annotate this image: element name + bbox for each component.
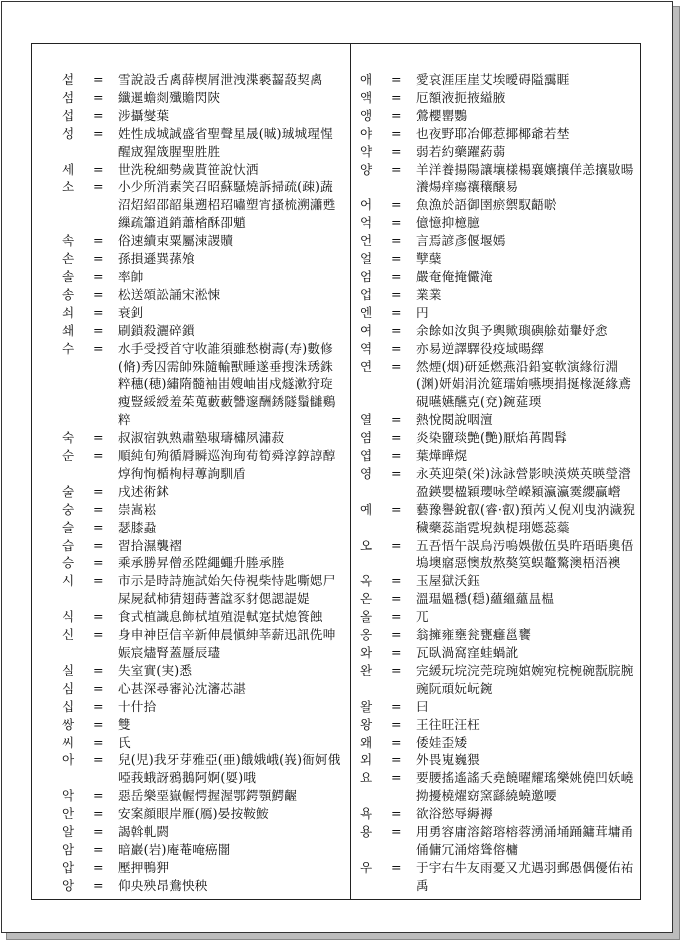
hanja-characters: 俗速續束粟屬涑謖贖 [118, 233, 234, 249]
hanja-characters: 羊洋養揚陽讓壤樣楊襄孃攘佯恙攘敭暘瀁煬痒瘍禳穰醸易 [416, 161, 634, 195]
hanja-entry [62, 286, 344, 304]
equals-sign: = [93, 716, 104, 732]
hanja-entry [62, 751, 344, 787]
equals-sign: = [93, 286, 104, 302]
hanja-entry [360, 501, 636, 537]
equals-sign: = [391, 716, 402, 732]
hanja-entry [360, 626, 636, 644]
hanja-entry [360, 196, 636, 214]
hanja-entry [360, 358, 636, 412]
hangul-syllable: 솔 [62, 268, 75, 284]
equals-sign: = [391, 465, 402, 481]
hanja-entry [62, 429, 344, 447]
equals-sign: = [391, 215, 402, 231]
hangul-syllable: 옹 [360, 627, 373, 643]
hanja-entry [360, 447, 636, 465]
hanja-characters: 小少所消素笑召昭蘇騷燒訴掃疏(疎)蔬沼炤紹邵韶巢遡柖玿嘯塑宵搔梳溯瀟甦繅疏簫逍銷蕭㮐酥卲魈 [118, 179, 336, 231]
hanja-characters: 倭娃歪矮 [416, 734, 468, 750]
hangul-syllable: 수 [62, 340, 75, 356]
hangul-syllable: 왕 [360, 716, 373, 732]
equals-sign: = [391, 573, 402, 589]
hanja-entry [62, 734, 344, 752]
hanja-characters: 孼蘖 [416, 251, 442, 267]
equals-sign: = [391, 107, 402, 123]
hangul-syllable: 예 [360, 501, 373, 517]
hanja-characters: 瓦臥渦窩窪蛙蝸訛 [416, 645, 519, 660]
hanja-entry [360, 143, 636, 161]
hangul-syllable: 세 [62, 161, 75, 177]
equals-sign: = [391, 430, 402, 446]
hanja-characters: 業業 [416, 286, 442, 302]
equals-sign: = [391, 537, 402, 553]
hanja-characters: 衰釗 [118, 304, 144, 320]
hangul-syllable: 압 [62, 859, 75, 875]
equals-sign: = [391, 734, 402, 750]
equals-sign: = [93, 72, 104, 87]
hanja-characters: 亦易逆譯驛役疫域暘繹 [416, 340, 544, 356]
hanja-entry [62, 608, 344, 626]
hangul-syllable: 순 [62, 448, 75, 464]
hangul-syllable: 욕 [360, 806, 373, 822]
hanja-entry [62, 554, 344, 572]
equals-sign: = [391, 233, 402, 249]
equals-sign: = [93, 179, 104, 195]
hanja-entry [360, 734, 636, 752]
equals-sign: = [93, 322, 104, 338]
equals-sign: = [93, 107, 104, 123]
hangul-syllable: 성 [62, 125, 75, 141]
hangul-syllable: 옥 [360, 573, 373, 589]
hanja-entry [360, 161, 636, 197]
hanja-characters: 惡岳樂堊嶽幄愕握渥鄂鍔顎鰐齷 [118, 788, 298, 804]
hanja-characters: 兒(児)我牙芽雅亞(亜)餓娥峨(峩)衙妸俄啞莪蛾訝鴉鵝阿婀(娿)哦 [118, 752, 341, 786]
hanja-characters: 雪說設舌禼薛楔屑泄洩渫褻齧蔎契禼 [118, 72, 323, 87]
hangul-syllable: 숭 [62, 501, 75, 517]
equals-sign: = [391, 197, 402, 213]
hangul-syllable: 습 [62, 537, 75, 553]
hangul-syllable: 온 [360, 591, 373, 607]
hanja-characters: 孫損遜巽蓀飧 [118, 251, 195, 267]
equals-sign: = [391, 698, 402, 714]
equals-sign: = [93, 841, 104, 857]
hanja-characters: 于宇右牛友雨憂又尤遇羽郵愚偶優佑祐禹 [416, 859, 634, 893]
equals-sign: = [93, 340, 104, 356]
equals-sign: = [93, 161, 104, 177]
equals-sign: = [391, 662, 402, 678]
equals-sign: = [93, 734, 104, 750]
hanja-characters: 乘承勝昇僧丞陞繩蠅升塍承塍 [118, 555, 285, 571]
hanja-entry [62, 304, 344, 322]
equals-sign: = [391, 358, 402, 374]
hangul-syllable: 숙 [62, 430, 75, 446]
equals-sign: = [391, 824, 402, 840]
hangul-syllable: 쇄 [62, 322, 75, 338]
hangul-syllable: 억 [360, 215, 373, 231]
hanja-entry [360, 268, 636, 286]
hanja-characters: 率帥 [118, 268, 144, 284]
hanja-characters: 雙 [118, 716, 131, 732]
hangul-syllable: 쇠 [62, 304, 75, 320]
hangul-syllable: 약 [360, 143, 373, 159]
hanja-entry [360, 232, 636, 250]
hangul-syllable: 우 [360, 859, 373, 875]
equals-sign: = [93, 788, 104, 804]
hanja-characters: 王往旺汪枉 [416, 716, 480, 732]
hangul-syllable: 와 [360, 645, 373, 660]
equals-sign: = [93, 537, 104, 553]
hanja-entry [360, 662, 636, 698]
hanja-entry [62, 340, 344, 430]
hanja-entry [62, 125, 344, 161]
hanja-entry [62, 89, 344, 107]
hangul-syllable: 야 [360, 125, 373, 141]
hanja-entry [62, 161, 344, 179]
hanja-characters: 炎染鹽琰艶(艷)厭焰苒閻髥 [416, 430, 567, 446]
hanja-entry [62, 232, 344, 250]
hanja-entry [62, 572, 344, 608]
hanja-characters: 曰 [416, 698, 429, 714]
equals-sign: = [391, 72, 402, 87]
hanja-entry [62, 787, 344, 805]
equals-sign: = [391, 645, 402, 660]
hangul-syllable: 열 [360, 412, 373, 428]
equals-sign: = [93, 627, 104, 643]
equals-sign: = [93, 877, 104, 893]
hangul-syllable: 양 [360, 161, 373, 177]
hanja-characters: 叔淑宿孰熟肅塾琡璹橚夙潚菽 [118, 430, 285, 446]
hangul-syllable: 섭 [62, 107, 75, 123]
hanja-characters: 纖暹蟾剡殲贍閃陝 [118, 89, 221, 105]
equals-sign: = [391, 412, 402, 428]
hanja-characters: 食式植識息飾栻埴殖湜軾寔拭熄篒蝕 [118, 609, 323, 625]
hanja-characters: 失室實(実)悉 [118, 662, 193, 678]
hangul-syllable: 알 [62, 824, 75, 840]
hanja-entry [360, 71, 636, 89]
hanja-entry [360, 411, 636, 429]
hanja-characters: 藝豫譽銳叡(睿·叡)預芮乂倪刈曳汭濊猊穢藥蕊詣霓堄埶㮛珝嫕蕊蘂 [416, 501, 636, 535]
hangul-syllable: 섬 [62, 89, 75, 105]
hangul-syllable: 엄 [360, 268, 373, 284]
hanja-entry [360, 769, 636, 805]
hanja-characters: 熱悅閱說咽澶 [416, 412, 493, 428]
equals-sign: = [391, 89, 402, 105]
hanja-entry [360, 716, 636, 734]
hanja-characters: 魚漁於語御圉瘀禦馭齬唹 [416, 197, 557, 213]
hangul-syllable: 얼 [360, 251, 373, 267]
hangul-syllable: 언 [360, 233, 373, 249]
hanja-entry [62, 680, 344, 698]
equals-sign: = [93, 501, 104, 517]
hanja-characters: 壓押鴨狎 [118, 859, 170, 875]
hanja-characters: 姓性成城誠盛省聖聲星晟(晠)珹城瑆惺醒宬猩筬腥聖胜胜 [118, 125, 333, 159]
equals-sign: = [391, 806, 402, 822]
hangul-syllable: 섵 [62, 72, 75, 87]
equals-sign: = [93, 859, 104, 875]
hanja-characters: 也夜野耶冶倻惹揶椰爺若埜 [416, 125, 570, 141]
equals-sign: = [391, 304, 402, 320]
hanja-entry [360, 429, 636, 447]
equals-sign: = [93, 125, 104, 141]
hanja-characters: 要腰搖遙謠夭堯饒曜耀瑤樂姚僥凹妖嶢拗擾橈燿窈窯繇繞蟯邀喓 [416, 770, 634, 804]
hangul-syllable: 업 [360, 286, 373, 302]
hangul-syllable: 속 [62, 233, 75, 249]
hanja-entry [62, 268, 344, 286]
hangul-syllable: 식 [62, 609, 75, 625]
hangul-syllable: 소 [62, 179, 75, 195]
equals-sign: = [93, 662, 104, 678]
hanja-characters: 刷鎖殺灑碎鎻 [118, 322, 195, 338]
hanja-characters: 厄額液扼掖縊腋 [416, 89, 506, 105]
equals-sign: = [391, 591, 402, 607]
hanja-characters: 円 [416, 304, 429, 320]
equals-sign: = [391, 752, 402, 768]
hangul-syllable: 외 [360, 752, 373, 768]
equals-sign: = [391, 448, 402, 464]
hangul-syllable: 슬 [62, 519, 75, 535]
hangul-syllable: 십 [62, 698, 75, 714]
equals-sign: = [93, 698, 104, 714]
hangul-syllable: 신 [62, 627, 75, 643]
hangul-syllable: 완 [360, 662, 373, 678]
hanja-characters: 涉攝燮葉 [118, 107, 170, 123]
equals-sign: = [93, 752, 104, 768]
hanja-characters: 弱若約藥躍葯蒻 [416, 143, 506, 159]
hanja-entry [360, 644, 636, 662]
hangul-syllable: 술 [62, 483, 75, 499]
hangul-syllable: 여 [360, 322, 373, 338]
hangul-syllable: 심 [62, 680, 75, 696]
equals-sign: = [93, 609, 104, 625]
hanja-entry [62, 841, 344, 859]
equals-sign: = [93, 304, 104, 320]
equals-sign: = [391, 251, 402, 267]
right-column [360, 71, 636, 895]
hanja-entry [360, 250, 636, 268]
hanja-entry [360, 859, 636, 895]
equals-sign: = [391, 125, 402, 141]
hanja-characters: 五吾悟午誤烏汚嗚娛傲伍吳旿珸晤奧俉塢墺窹惡懊敖熬獒筽蜈鼇驁澳梧浯襖 [416, 537, 634, 571]
hanja-entry [62, 823, 344, 841]
hanja-characters: 松送頌訟誦宋淞悚 [118, 286, 221, 302]
hanja-entry [62, 322, 344, 340]
hangul-syllable: 왈 [360, 698, 373, 714]
hangul-syllable: 역 [360, 340, 373, 356]
equals-sign: = [391, 859, 402, 875]
hanja-entry [360, 89, 636, 107]
column-divider [350, 44, 351, 899]
hanja-characters: 外畏嵬巍猥 [416, 752, 480, 768]
hanja-characters: 葉燁曄熀 [416, 448, 468, 464]
hanja-characters: 市示是時詩施試始矢侍視柴恃匙嘶媤尸屎屍弑柿猜翅蒔蓍諡豕豺偲諰諟媞 [118, 573, 336, 607]
equals-sign: = [391, 286, 402, 302]
hangul-syllable: 연 [360, 358, 373, 374]
hanja-characters: 世洗稅細勢歲貰笹說忕洒 [118, 161, 259, 177]
hanja-entry [360, 572, 636, 590]
hanja-entry [360, 698, 636, 716]
hangul-syllable: 안 [62, 806, 75, 822]
table-frame [31, 43, 641, 900]
hanja-entry [360, 805, 636, 823]
hanja-characters: 嚴奄俺掩儼淹 [416, 268, 493, 284]
hanja-characters: 謁斡軋閼 [118, 824, 170, 840]
hangul-syllable: 엔 [360, 304, 373, 320]
hanja-entry [360, 608, 636, 626]
equals-sign: = [93, 251, 104, 267]
hanja-entry [360, 286, 636, 304]
hanja-entry [360, 751, 636, 769]
document-page [1, 1, 673, 933]
hanja-entry [360, 125, 636, 143]
equals-sign: = [93, 519, 104, 535]
hanja-characters: 永英迎榮(栄)泳詠營影映渶煐英暎瑩瀯盈鍈嬰楹穎瓔咏塋嶸潁瀛瀛霙纓贏巆 [416, 465, 631, 499]
hanja-characters: 崇嵩崧 [118, 501, 157, 517]
equals-sign: = [93, 555, 104, 571]
equals-sign: = [391, 501, 402, 517]
hanja-characters: 安案顔眼岸雁(鴈)晏按鞍鮟 [118, 806, 269, 822]
hanja-characters: 順純旬殉循脣瞬巡洵珣荀筍舜淳錞諄醇焞徇恂楯栒桪蓴詢馴盾 [118, 448, 336, 481]
hanja-entry [360, 107, 636, 125]
equals-sign: = [391, 322, 402, 338]
hanja-characters: 瑟膝蝨 [118, 519, 157, 535]
hanja-characters: 水手受授首守收誰須雖愁樹壽(寿)數修(脩)秀囚需帥殊隨輸獸睡遂垂搜洙琇銖粹穗(穂)繡隋髓袖峀嫂岫峀戍燧漱狩琁瘦豎綏綬羞茱蒐藪藪讐邃酬銹隧鬚讎鷄粹 [118, 340, 336, 428]
hanja-characters: 完緩玩垸浣莞琓琬婠婉宛梡椀碗翫脘腕豌阮頑妧岏鋺 [416, 662, 634, 696]
hanja-characters: 言焉諺彥偃堰嫣 [416, 233, 506, 249]
equals-sign: = [93, 806, 104, 822]
hangul-syllable: 손 [62, 251, 75, 267]
hanja-entry [62, 71, 344, 89]
hangul-syllable: 왜 [360, 734, 373, 750]
hanja-entry [62, 483, 344, 501]
hanja-characters: 身申神臣信辛新伸晨愼紳莘薪迅訊侁呻娠宸燼腎蓋蜃辰璶 [118, 627, 336, 660]
hanja-characters: 用勇容庸溶鎔瑢榕蓉湧涌埇踊鏞茸墉甬俑傭冗涌熔聳傛槦 [416, 824, 634, 857]
equals-sign: = [93, 233, 104, 249]
hangul-syllable: 송 [62, 286, 75, 302]
hangul-syllable: 올 [360, 609, 373, 625]
hanja-entry [360, 340, 636, 358]
hangul-syllable: 시 [62, 573, 75, 589]
hanja-entry [360, 823, 636, 859]
equals-sign: = [93, 268, 104, 284]
hanja-characters: 十什拾 [118, 698, 157, 714]
hanja-entry [62, 805, 344, 823]
hanja-entry [360, 590, 636, 608]
hanja-characters: 暗巖(岩)庵菴唵癌闇 [118, 841, 231, 857]
equals-sign: = [391, 340, 402, 356]
hanja-characters: 心甚深尋審沁沈瀋芯諶 [118, 680, 246, 696]
hanja-characters: 習拾濕襲褶 [118, 537, 182, 553]
hangul-syllable: 실 [62, 662, 75, 678]
hanja-entry [360, 537, 636, 573]
hanja-characters: 玉屋獄沃鈺 [416, 573, 480, 589]
equals-sign: = [391, 268, 402, 284]
hangul-syllable: 엽 [360, 448, 373, 464]
hanja-characters: 億憶抑檍臆 [416, 215, 480, 231]
hanja-entry [62, 626, 344, 662]
hangul-syllable: 용 [360, 824, 373, 840]
hanja-characters: 兀 [416, 609, 429, 625]
equals-sign: = [391, 161, 402, 177]
equals-sign: = [391, 143, 402, 159]
hanja-characters: 戌述術鉥 [118, 483, 170, 499]
hangul-syllable: 액 [360, 89, 373, 105]
hanja-entry [62, 716, 344, 734]
hanja-entry [62, 537, 344, 555]
hanja-entry [62, 447, 344, 483]
hangul-syllable: 앙 [62, 877, 75, 893]
hanja-entry [360, 465, 636, 501]
hanja-entry [360, 304, 636, 322]
hanja-characters: 余餘如汝與予輿歟璵礖艅茹轝妤悆 [416, 322, 608, 338]
equals-sign: = [93, 824, 104, 840]
hangul-syllable: 영 [360, 465, 373, 481]
hangul-syllable: 앵 [360, 107, 373, 123]
hangul-syllable: 쌍 [62, 716, 75, 732]
hangul-syllable: 어 [360, 197, 373, 213]
hanja-entry [62, 178, 344, 232]
hanja-characters: 氏 [118, 734, 131, 750]
hangul-syllable: 씨 [62, 734, 75, 750]
hanja-entry [62, 662, 344, 680]
hanja-entry [360, 214, 636, 232]
left-column [62, 71, 344, 895]
hanja-entry [62, 107, 344, 125]
hanja-entry [360, 322, 636, 340]
hanja-characters: 仰央殃昂鴦怏秧 [118, 877, 208, 893]
equals-sign: = [391, 609, 402, 625]
hanja-entry [62, 877, 344, 895]
hanja-entry [62, 501, 344, 519]
equals-sign: = [391, 770, 402, 786]
hanja-characters: 溫瑥媼穩(穏)蘊縕蘊昷榅 [416, 591, 555, 607]
hanja-entry [62, 698, 344, 716]
hanja-characters: 欲浴慾辱縟褥 [416, 806, 493, 822]
hangul-syllable: 암 [62, 841, 75, 857]
hangul-syllable: 염 [360, 430, 373, 446]
hanja-entry [62, 519, 344, 537]
hanja-characters: 翁擁雍壅瓮甕癰邕饔 [416, 627, 532, 643]
hanja-entry [62, 250, 344, 268]
equals-sign: = [93, 573, 104, 589]
equals-sign: = [93, 448, 104, 464]
hangul-syllable: 요 [360, 770, 373, 786]
hangul-syllable: 승 [62, 555, 75, 571]
equals-sign: = [93, 430, 104, 446]
hangul-syllable: 애 [360, 72, 373, 87]
hanja-entry [62, 859, 344, 877]
hangul-syllable: 오 [360, 537, 373, 553]
equals-sign: = [93, 680, 104, 696]
hanja-characters: 愛哀涯厓崖艾埃曖碍隘靄睚 [416, 72, 570, 87]
hangul-syllable: 악 [62, 788, 75, 804]
hanja-characters: 鶯櫻罌鸚 [416, 107, 468, 123]
hangul-syllable: 아 [62, 752, 75, 768]
equals-sign: = [391, 627, 402, 643]
equals-sign: = [93, 483, 104, 499]
equals-sign: = [93, 89, 104, 105]
hanja-characters: 然煙(烟)研延燃燕沿鉛宴軟演緣衍淵(渊)妍娟涓沇筵瓀姢嚥堧捐挻椽涎緣鳶硯曣嬿醼克(兗)鋺莚瑌 [416, 358, 631, 410]
